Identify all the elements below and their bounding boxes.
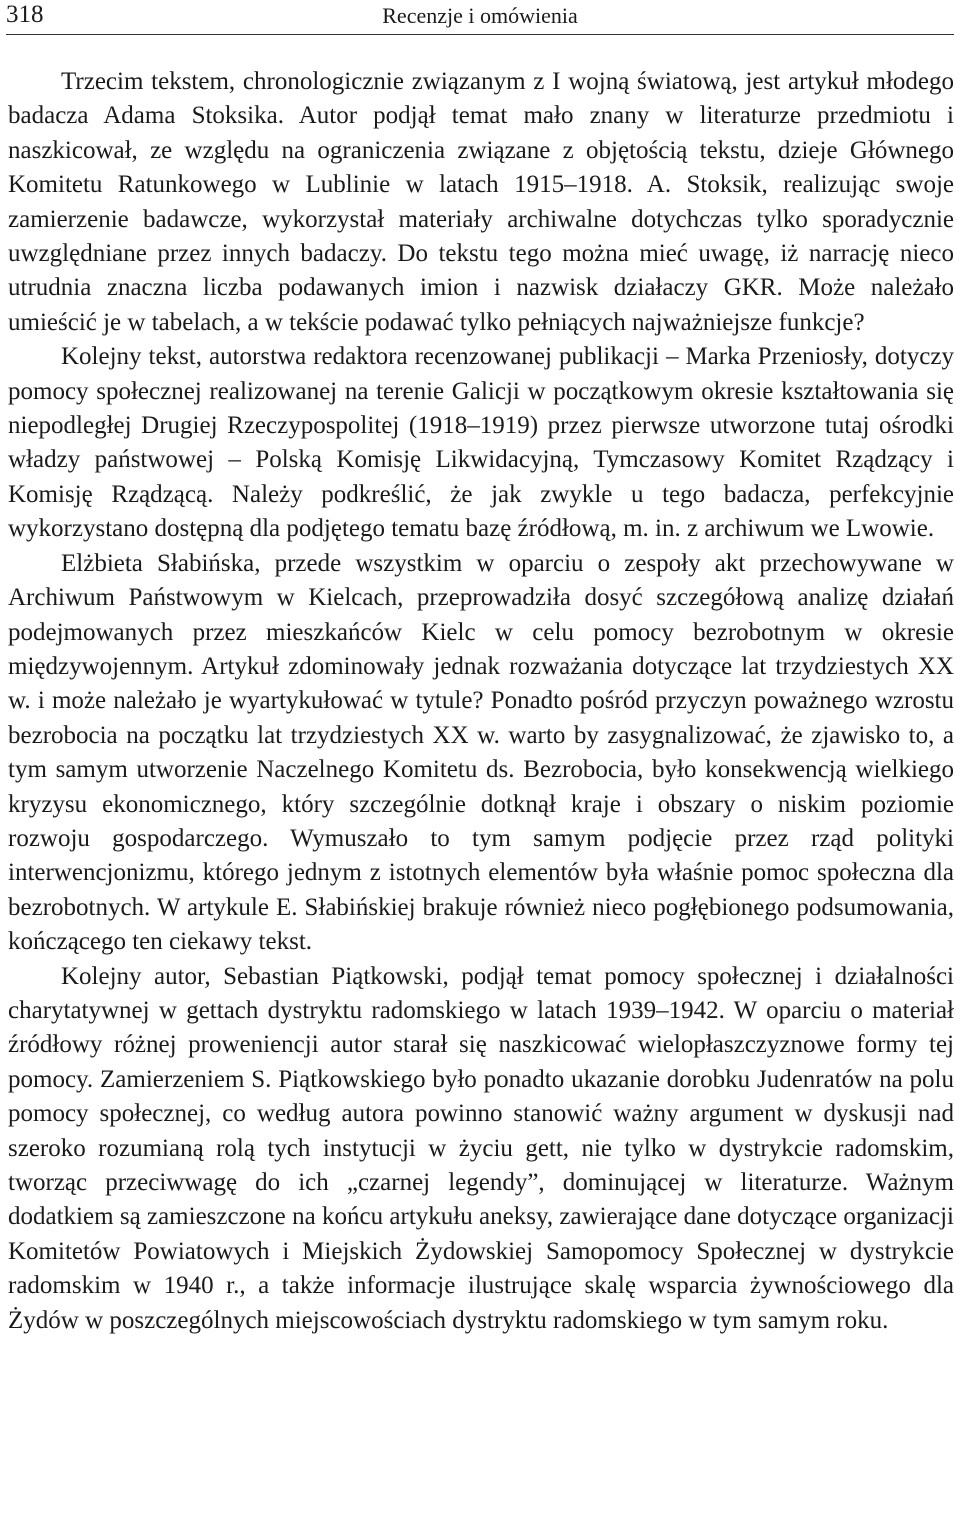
running-header [6,0,954,35]
page-number: 318 [6,1,44,28]
paragraph-slabinska: Elżbieta Słabińska, przede wszystkim w oparciu o zespoły akt przechowywane w Archiwum Państwowym w Kielcach, przeprowadziła dosyć szczegółową analizę działań podejmowanych przez mieszkańców Kielc w celu pomocy bezrobotnym w okresie międzywojennym. Artykuł zdominowały jednak rozważania dotyczące lat trzydziestych XX w. i może należało je wyartykułować w tytule? Ponadto pośród przyczyn poważnego wzrostu bezrobocia na początku lat trzydziestych XX w. warto by zasygnalizować, że zjawisko to, a tym samym utworzenie Naczelnego Komitetu ds. Bezrobocia, było konsekwencją wielkiego kryzysu ekonomicznego, który szczególnie dotknął kraje i obszary o niskim poziomie rozwoju gospodarczego. Wymuszało to tym samym podjęcie przez rząd polityki interwencjonizmu, którego jednym z istotnych elementów była właśnie pomoc społeczna dla bezrobotnych. W artykule E. Słabińskiej brakuje również nieco pogłębionego podsumowania, kończącego ten ciekawy tekst. [8,549,954,956]
paragraph-stoksik: Trzecim tekstem, chronologicznie związanym z I wojną światową, jest artykuł młodego badacza Adama Stoksika. Autor podjął temat mało znany w literaturze przedmiotu i naszkicował, ze względu na ograniczenia związane z objętością tekstu, dzieje Głównego Komitetu Ratunkowego w Lublinie w latach 1915–1918. A. Stoksik, realizując swoje zamierzenie badawcze, wykorzystał materiały archiwalne dotychczas tylko sporadycznie uwzględniane przez innych badaczy. Do tekstu tego można mieć uwagę, iż narrację nieco utrudnia znaczna liczba podawanych imion i nazwisk działaczy GKR. Może należało umieścić je w tabelach, a w tekście podawać tylko pełniących najważniejsze funkcje? [8,68,954,336]
paragraph-przeniosla: Kolejny tekst, autorstwa redaktora recenzowanej publikacji – Marka Przeniosły, dotyczy pomocy społecznej realizowanej na terenie Galicji w początkowym okresie kształtowania się niepodległej Drugiej Rzeczypospolitej (1918–1919) przez pierwsze utworzone tutaj ośrodki władzy państwowej – Polską Komisję Likwidacyjną, Tymczasowy Komitet Rządzący i Komisję Rządzącą. Należy podkreślić, że jak zwykle u tego badacza, perfekcyjnie wykorzystano dostępną dla podjętego tematu bazę źródłową, m. in. z archiwum we Lwowie. [8,343,954,543]
running-title: Recenzje i omówienia [382,3,578,28]
paragraph-piatkowski: Kolejny autor, Sebastian Piątkowski, podjął temat pomocy społecznej i działalności charytatywnej w gettach dystryktu radomskiego w latach 1939–1942. W oparciu o materiał źródłowy różnej proweniencji autor starał się naszkicować wielopłaszczyznowe formy tej pomocy. Zamierzeniem S. Piątkowskiego było ponadto ukazanie dorobku Judenratów na polu pomocy społecznej, co według autora powinno stanowić ważny argument w dyskusji nad szeroko rozumianą rolą tych instytucji w życiu gett, nie tylko w dystrykcie radomskim, tworząc przeciwwagę do ich „czarnej legendy”, dominującej w literaturze. Ważnym dodatkiem są zamieszczone na końcu artykułu aneksy, zawierające dane dotyczące organizacji Komitetów Powiatowych i Miejskich Żydowskiej Samopomocy Społecznej w dystrykcie radomskim w 1940 r., a także informacje ilustrujące skalę wsparcia żywnościowego dla Żydów w poszczególnych miejscowościach dystryktu radomskiego w tym samym roku. [8,962,954,1334]
review-body [8,65,954,1338]
